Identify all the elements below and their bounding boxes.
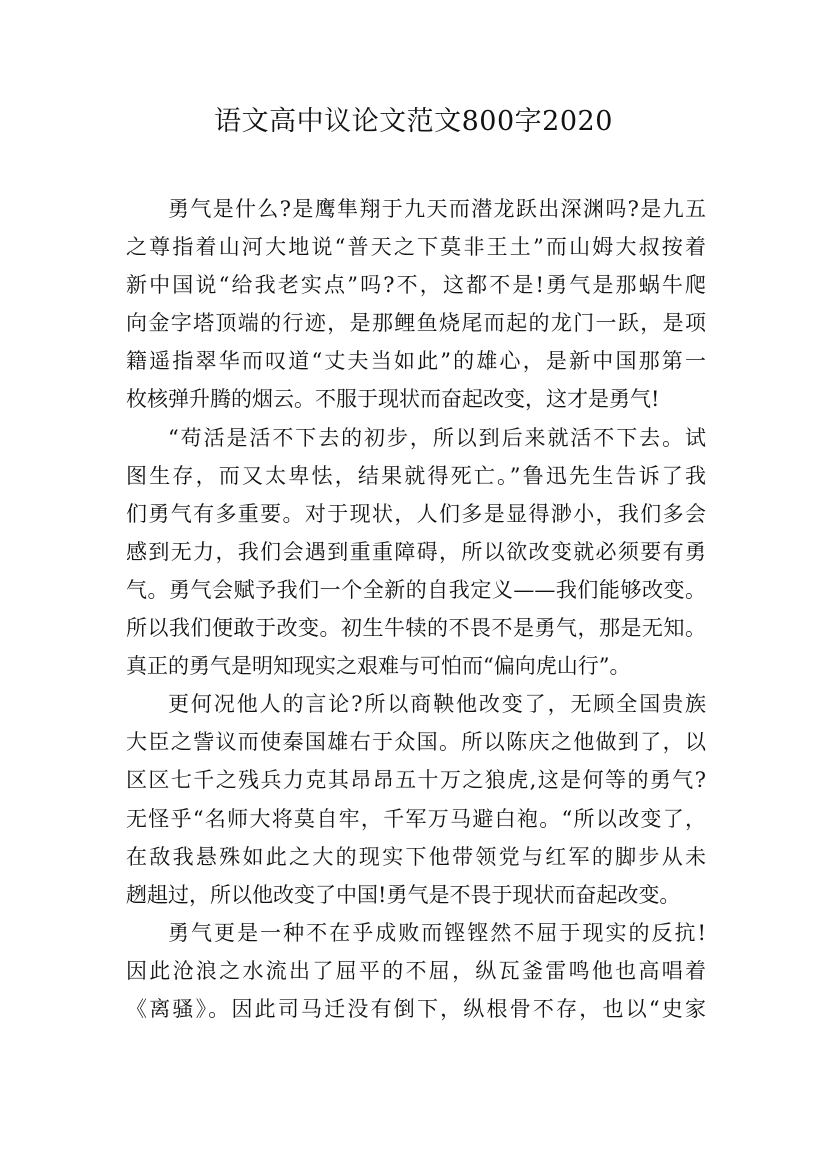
paragraph-4-line: 勇气更是一种不在乎成败而铿铿然不屈于现实的反抗! <box>168 920 706 945</box>
paragraph-2-line: “苟活是活不下去的初步，所以到后来就活不下去。试 <box>168 425 706 450</box>
paragraph-1-line: 籍遥指翠华而叹道“丈夫当如此”的雄心，是新中国那第一 <box>126 349 706 374</box>
paragraph-2-line: 们勇气有多重要。对于现状，人们多是显得渺小，我们多会 <box>126 501 706 526</box>
paragraph-1-line: 勇气是什么?是鹰隼翔于九天而潜龙跃出深渊吗?是九五 <box>168 197 706 221</box>
paragraph-1-line: 新中国说“给我老实点”吗?不，这都不是!勇气是那蜗牛爬 <box>126 273 706 298</box>
paragraph-2-line: 真正的勇气是明知现实之艰难与可怕而“偏向虎山行”。 <box>126 654 631 679</box>
paragraph-3-line: 区区七千之残兵力克其昂昂五十万之狼虎,这是何等的勇气? <box>126 768 706 793</box>
paragraph-1-line: 之尊指着山河大地说“普天之下莫非王土”而山姆大叔按着 <box>126 235 706 260</box>
paragraph-3-line: 趔趄过，所以他改变了中国!勇气是不畏于现状而奋起改变。 <box>126 882 681 907</box>
paragraph-1-line: 向金字塔顶端的行迹，是那鲤鱼烧尾而起的龙门一跃，是项 <box>126 311 706 336</box>
document-title: 语文高中议论文范文800字2020 <box>214 106 613 137</box>
paragraph-2-line: 图生存，而又太卑怯，结果就得死亡。”鲁迅先生告诉了我 <box>126 463 706 488</box>
paragraph-3-line: 大臣之訾议而使秦国雄右于众国。所以陈庆之他做到了，以 <box>126 730 706 755</box>
paragraph-3-line: 更何况他人的言论?所以商鞅他改变了，无顾全国贵族 <box>168 692 706 717</box>
paragraph-1-line: 枚核弹升腾的烟云。不服于现状而奋起改变，这才是勇气! <box>126 387 660 412</box>
paragraph-2-line: 气。勇气会赋予我们一个全新的自我定义——我们能够改变。 <box>126 577 706 602</box>
paragraph-4-line: 《离骚》。因此司马迁没有倒下，纵根骨不存，也以“史家 <box>126 996 706 1021</box>
paragraph-3-line: 在敌我悬殊如此之大的现实下他带领党与红军的脚步从未 <box>126 844 706 869</box>
paragraph-2-line: 感到无力，我们会遇到重重障碍，所以欲改变就必须要有勇 <box>126 539 706 564</box>
document-body <box>126 190 706 1028</box>
paragraph-2-line: 所以我们便敢于改变。初生牛犊的不畏不是勇气，那是无知。 <box>126 616 706 641</box>
paragraph-4-line: 因此沧浪之水流出了屈平的不屈，纵瓦釜雷鸣他也高唱着 <box>126 958 706 983</box>
paragraph-3-line: 无怪乎“名师大将莫自牢，千军万马避白袍。“所以改变了， <box>126 806 706 831</box>
